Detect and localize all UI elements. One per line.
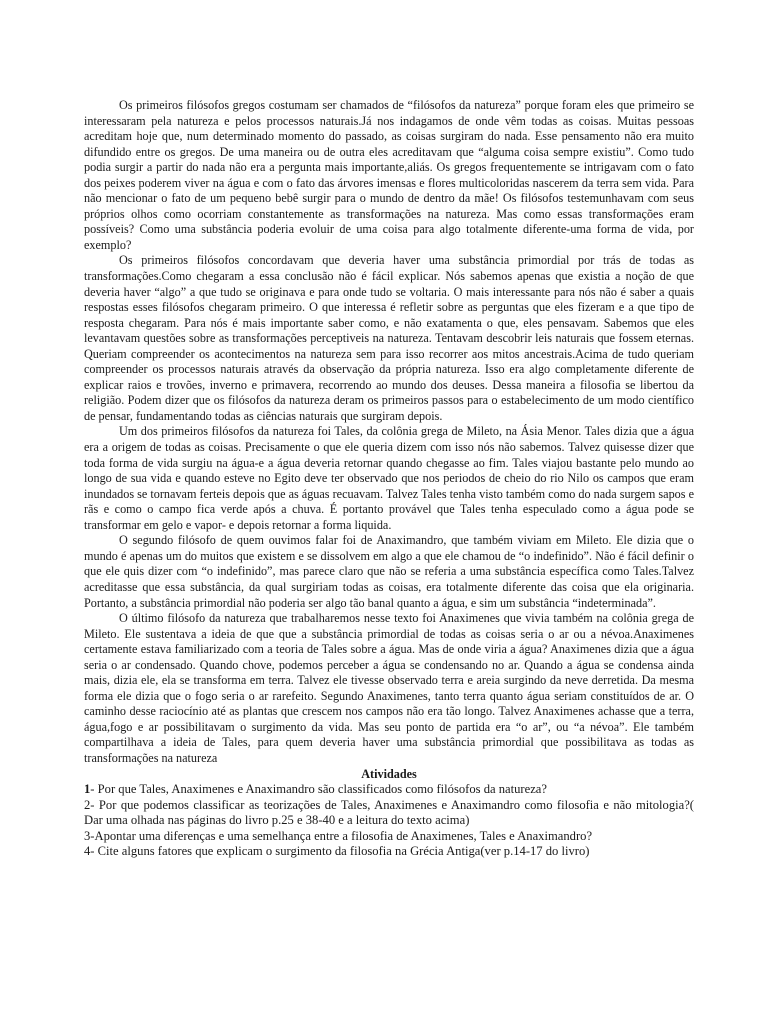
activity-item bbox=[84, 798, 694, 829]
activity-text: - Por que Tales, Anaximenes e Anaximandro são classificados como filósofos da natureza? bbox=[90, 782, 547, 797]
activity-number: 2 bbox=[84, 797, 91, 812]
activity-text: - Por que podemos classificar as teorizações de Tales, Anaximenes e Anaximandro como filosofia e não mitologia?( Dar uma olhada nas páginas do livro p.25 e 38-40 e a leitura do texto acima) bbox=[84, 797, 694, 828]
activity-item bbox=[84, 844, 694, 860]
activity-item bbox=[84, 829, 694, 845]
paragraph-tales: Um dos primeiros filósofos da natureza foi Tales, da colônia grega de Mileto, na Ásia Menor. Tales dizia que a água era a origem de todas as coisas. Precisamente o que ele queria dizem com isso nós não sabemos. Talvez quisesse dizer que toda forma de vida surgiu na água-e a água deveria retornar quando chegasse ao fim. Tales viajou bastante pelo mundo ao longo de sua vida e quando esteve no Egito deve ter observado que nos periodos de cheio do rio Nilo os campos que eram inundados se tornavam ferteis depois que as águas recuavam. Talvez Tales tenha visto também como do nada surgem sapos e rãs e como o campo fica verde após a chuva. É portanto provável que Tales tenha especulado como a água pode se transformar em gelo e vapor- e depois retornar a forma liquida. bbox=[84, 424, 694, 532]
paragraph-anaximandro: O segundo filósofo de quem ouvimos falar foi de Anaximandro, que também viviam em Mileto. Ele dizia que o mundo é apenas um do muitos que existem e se dissolvem em algo a que ele chamou de “o indefinido”. Não é fácil definir o que ele quis dizer com “o indefinido”, mas parece claro que não se referia a uma substância específica como Tales.Talvez acreditasse que essa substância, da qual surgiriam todas as coisas, era totalmente diferente das coisa que ela originaria. Portanto, a substância primordial não poderia ser algo tão banal quanto a água, e sim um substância “indeterminada”. bbox=[84, 533, 694, 610]
activity-text: -Apontar uma diferenças e uma semelhança entre a filosofia de Anaximenes, Tales e Anaximandro? bbox=[90, 828, 593, 843]
paragraph-natural-philosophers-intro: Os primeiros filósofos gregos costumam ser chamados de “filósofos da natureza” porque foram eles que primeiro se interessaram pela natureza e pelos processos naturais.Já nos indagamos de onde vêm todas as coisas. Muitas pessoas acreditam hoje que, num determinado momento do passado, as coisas surgiram do nada. Esse pensamento não era muito difundido entre os gregos. De uma maneira ou de outra eles acreditavam que “alguma coisa sempre existiu”. Como tudo podia surgir a partir do nada não era a pergunta mais importante,aliás. Os gregos frequentemente se intrigavam com o fato dos peixes poderem viver na água e com o fato das árvores imensas e flores multicoloridas nascerem da terra sem vida. Para não mencionar o fato de um pequeno bebê surgir para o mundo de dentro da mãe! Os filósofos testemunhavam com seus próprios olhos como ocorriam constantemente as transformações na natureza. Mas como essas transformações eram possíveis? Como uma substância poderia evoluir de uma coisa para algo totalmente diferente-uma forma de vida, por exemplo? bbox=[84, 98, 694, 252]
activity-text: - Cite alguns fatores que explicam o surgimento da filosofia na Grécia Antiga(ver p.14-17 do livro) bbox=[90, 844, 590, 859]
paragraph-anaximenes: O último filósofo da natureza que trabalharemos nesse texto foi Anaximenes que vivia também na colônia grega de Mileto. Ele sustentava a ideia de que que a substância primordial de todas as coisas seria o ar ou a névoa.Anaximenes certamente estava familiarizado com a teoria de Tales sobre a água. Mas de onde viria a água? Anaximenes dizia que a água seria o ar condensado. Quando chove, podemos perceber a água se condensando no ar. Quando a água se condensa ainda mais, dizia ele, ela se transforma em terra. Talvez ele tivesse observado terra e areia surgindo da neve derretida. Da mesma forma ele dizia que o fogo seria o ar rarefeito. Segundo Anaximenes, tanto terra quanto água seriam constituídos de ar. O caminho desse raciocínio até as plantas que crescem nos campos não era tão longo. Talvez Anaximenes achasse que a terra, água,fogo e ar possibilitavam o surgimento da vida. Mas seu ponto de partida era “o ar”, ou “a névoa”. Ele também compartilhava a ideia de Tales, para quem deveria haver uma substância primordial que possibilitava as todas as transformações na natureza bbox=[84, 611, 694, 765]
activity-number: 3 bbox=[84, 828, 91, 843]
activities-title: Atividades bbox=[361, 766, 417, 781]
paragraph-primordial-substance: Os primeiros filósofos concordavam que deveria haver uma substância primordial por trás de todas as transformações.Como chegaram a essa conclusão não é fácil explicar. Nós sabemos apenas que existia a noção de que deveria haver “algo” a que tudo se originava e para onde tudo se voltaria. O mais interessante para nós não é saber a quais respostas esses filósofos chegaram primeiro. O que interessa é refletir sobre as perguntas que eles fizeram e a que tipo de resposta chegaram. Para nós é mais importante saber como, e não exatamenta o que, eles pensavam. Sabemos que eles levantavam questões sobre as transformações perceptiveis na natureza. Tentavam descobrir leis naturais que fossem eternas. Queriam compreender os acontecimentos na natureza sem para isso recorrer aos mitos ancestrais.Acima de tudo queriam compreender os processos naturais através da observação da própria natureza. Isso era algo completamente diferente de explicar raios e trovões, inverno e primavera, recorrendo ao mundo dos deuses. Dessa maneira a filosofia se libertou da religião. Podem dizer que os filósofos da natureza deram os primeiros passos para o estabelecimento de um modo científico de pensar, fundamentando todas as ciências naturais que surgiram depois. bbox=[84, 253, 694, 423]
activity-item bbox=[84, 782, 694, 798]
activity-number: 1 bbox=[84, 782, 91, 797]
activity-number: 4 bbox=[84, 844, 91, 859]
document-body bbox=[84, 98, 694, 860]
